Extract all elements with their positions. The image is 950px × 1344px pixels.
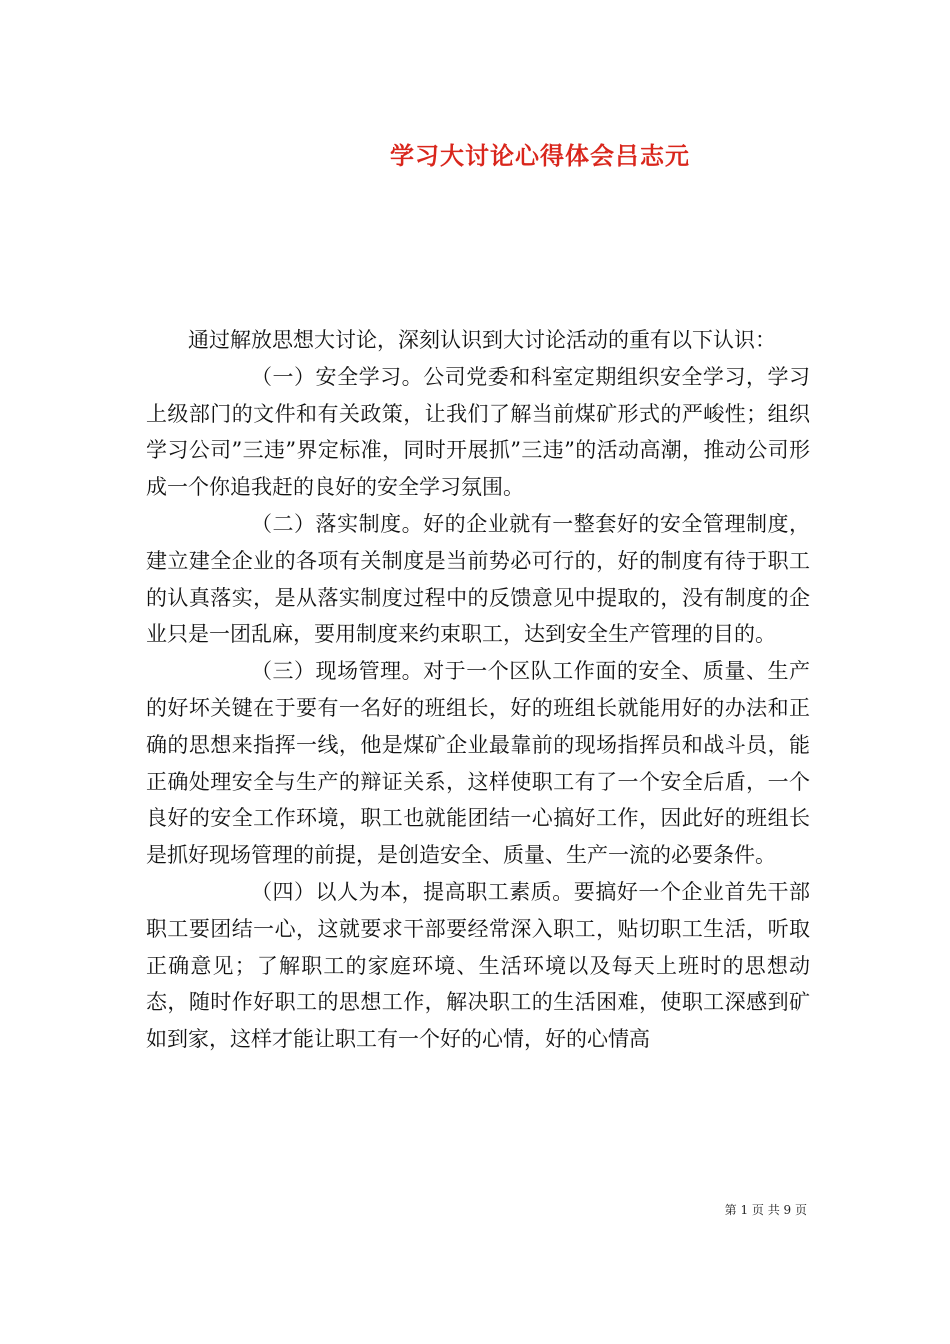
section-paragraph-3: （三）现场管理。对于一个区队工作面的安全、质量、生产的好坏关键在于要有一名好的班组长，好的班组长就能用好的办法和正确的思想来指挥一线，他是煤矿企业最靠前的现场指挥员和战斗员，能正确处理安全与生产的辩证关系，这样使职工有了一个安全后盾，一个良好的安全工作环境，职工也就能团结一心搞好工作，因此好的班组长是抓好现场管理的前提，是创造安全、质量、生产一流的必要条件。	[146, 659, 810, 868]
page-number: 第 1 页 共 9 页	[724, 1203, 807, 1217]
page-title: 学习大讨论心得体会吕志元	[390, 141, 690, 170]
section-paragraph-1: （一）安全学习。公司党委和科室定期组织安全学习，学习上级部门的文件和有关政策，让我们了解当前煤矿形式的严峻性；组织学习公司”三违”界定标准，同时开展抓”三违”的活动高潮，推动公司形成一个你追我赶的良好的安全学习氛围。	[146, 364, 810, 500]
intro-paragraph: 通过解放思想大讨论，深刻认识到大讨论活动的重有以下认识：	[188, 328, 776, 352]
section-paragraph-4: （四）以人为本，提高职工素质。要搞好一个企业首先干部职工要团结一心，这就要求干部要经常深入职工，贴切职工生活，听取正确意见；了解职工的家庭环境、生活环境以及每天上班时的思想动态，随时作好职工的思想工作，解决职工的生活困难，使职工深感到矿如到家，这样才能让职工有一个好的心情，好的心情高	[146, 879, 810, 1052]
document-body	[146, 322, 810, 1058]
section-paragraph-2: （二）落实制度。好的企业就有一整套好的安全管理制度，建立建全企业的各项有关制度是当前势必可行的，好的制度有待于职工的认真落实，是从落实制度过程中的反馈意见中提取的，没有制度的企业只是一团乱麻，要用制度来约束职工，达到安全生产管理的目的。	[146, 511, 810, 647]
